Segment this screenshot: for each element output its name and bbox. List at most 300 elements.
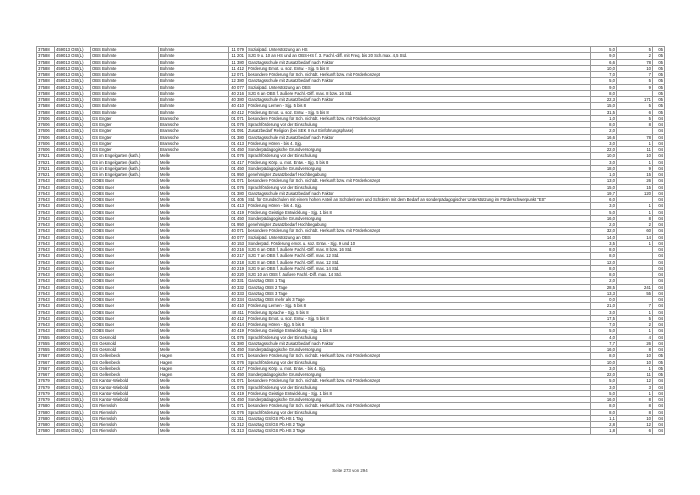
cell-municipality: Bramsche — [159, 115, 229, 121]
cell-school-number: 37588 — [37, 72, 55, 78]
cell-district-code: 459024 OSt(L) — [55, 378, 91, 384]
cell-count: 1 — [617, 309, 653, 315]
cell-district-code: 459013 OSt(L) — [55, 103, 91, 109]
cell-count: 8 — [617, 215, 653, 221]
cell-municipality: Melle — [159, 390, 229, 396]
cell-measure-description: Sprachförderung vor der Einschulung — [247, 409, 591, 415]
cell-school-name: OBS Bohmte — [91, 65, 159, 71]
cell-municipality: Melle — [159, 184, 229, 190]
cell-municipality: Hagen — [159, 372, 229, 378]
cell-municipality: Melle — [159, 290, 229, 296]
cell-school-name: OBS Bohmte — [91, 97, 159, 103]
cell-measure-code: 40 218 — [229, 259, 247, 265]
cell-measure-description: Ganztagsschule mit Zusatzbedarf nach Faktor — [247, 78, 591, 84]
cell-measure-description: Sonderpädagogische Grundversorgung — [247, 165, 591, 171]
cell-measure-code: 01 950 — [229, 222, 247, 228]
cell-district-code: 459014 OSt(L) — [55, 115, 91, 121]
cell-hours: 5,0 — [591, 47, 617, 53]
cell-hours: 10,0 — [591, 153, 617, 159]
cell-region: 04 — [653, 190, 665, 196]
cell-hours: 15,0 — [591, 184, 617, 190]
cell-municipality: Bohmte — [159, 47, 229, 53]
cell-region: 04 — [653, 197, 665, 203]
cell-hours: 1,0 — [591, 115, 617, 121]
cell-measure-code: 40 216 — [229, 247, 247, 253]
cell-measure-code: 12 380 — [229, 78, 247, 84]
cell-district-code: 459013 OSt(L) — [55, 72, 91, 78]
cell-school-name: OBS Bohmte — [91, 72, 159, 78]
cell-school-number: 37680 — [37, 422, 55, 428]
cell-measure-description: Förderung Emot. u. soz. Entw. - Sjg. 5 bis 8 — [247, 65, 591, 71]
cell-hours: 4,0 — [591, 334, 617, 340]
cell-hours: 3,0 — [591, 140, 617, 146]
cell-hours: 2,8 — [591, 422, 617, 428]
cell-municipality: Melle — [159, 272, 229, 278]
cell-school-name: OBS Bohmte — [91, 103, 159, 109]
cell-measure-code: 01 076 — [229, 409, 247, 415]
cell-school-name: GS im Engelgarten (kath.) — [91, 172, 159, 178]
cell-school-number: 37606 — [37, 115, 55, 121]
cell-count: 8 — [617, 403, 653, 409]
cell-district-code: 459014 OSt(L) — [55, 128, 91, 134]
cell-hours: 2,0 — [591, 222, 617, 228]
cell-measure-description: Förderung Hören - bis 4. Sjg. — [247, 203, 591, 209]
cell-measure-description: Ganztag OBS 2 Tage — [247, 284, 591, 290]
cell-region: 04 — [653, 409, 665, 415]
cell-region: 05 — [653, 103, 665, 109]
cell-measure-code: 40 333 — [229, 290, 247, 296]
cell-school-name: GS Kantor-Wiebold — [91, 378, 159, 384]
cell-measure-code: 01 091 — [229, 128, 247, 134]
cell-municipality: Melle — [159, 309, 229, 315]
cell-count: 26 — [617, 178, 653, 184]
cell-measure-description: Sonderpädagogische Grundversorgung — [247, 347, 591, 353]
cell-school-number: 37588 — [37, 84, 55, 90]
cell-school-number: 37643 — [37, 303, 55, 309]
cell-district-code: 459024 OSt(L) — [55, 390, 91, 396]
cell-district-code: 459013 OSt(L) — [55, 109, 91, 115]
cell-measure-description: Sprachförderung vor der Einschulung — [247, 184, 591, 190]
cell-school-number: 37643 — [37, 265, 55, 271]
cell-hours: 12,0 — [591, 259, 617, 265]
cell-region: 04 — [653, 259, 665, 265]
cell-measure-description: SJG 6 an OBS f. äußere Fachl.-Diff. max. 8 bzw. 16 Std. — [247, 247, 591, 253]
cell-measure-code: 01 450 — [229, 397, 247, 403]
cell-hours: 9,0 — [591, 84, 617, 90]
cell-school-number: 37667 — [37, 353, 55, 359]
cell-hours: 8,0 — [591, 247, 617, 253]
cell-school-number: 37643 — [37, 215, 55, 221]
cell-hours: 5,0 — [591, 378, 617, 384]
cell-district-code: 459014 OSt(L) — [55, 140, 91, 146]
cell-school-name: GS Gellenbeck — [91, 359, 159, 365]
cell-school-name: GS Riemsloh — [91, 409, 159, 415]
cell-region: 05 — [653, 90, 665, 96]
cell-measure-description: Sonderpädagogische Grundversorgung — [247, 147, 591, 153]
cell-municipality: Melle — [159, 240, 229, 246]
cell-measure-description: genehmigter Zusatzbedarf Hochbegabung — [247, 172, 591, 178]
cell-municipality: Bohmte — [159, 90, 229, 96]
cell-measure-code: 01 417 — [229, 159, 247, 165]
cell-measure-code: 01 311 — [229, 415, 247, 421]
cell-school-name: GOBS Buer — [91, 228, 159, 234]
cell-measure-code: 01 450 — [229, 372, 247, 378]
cell-measure-description: Zusatzbedarf Religion (bei SEK II nur Einführungsphase) — [247, 128, 591, 134]
cell-school-name: GOBS Buer — [91, 290, 159, 296]
cell-measure-description: Sonderpädagogische Grundversorgung — [247, 215, 591, 221]
cell-municipality: Melle — [159, 422, 229, 428]
cell-municipality: Melle — [159, 209, 229, 215]
cell-region: 04 — [653, 240, 665, 246]
cell-measure-code: 01 076 — [229, 184, 247, 190]
cell-measure-code: 01 071 — [229, 378, 247, 384]
cell-municipality: Melle — [159, 222, 229, 228]
cell-district-code: 459024 OSt(L) — [55, 178, 91, 184]
cell-school-number: 37588 — [37, 47, 55, 53]
cell-district-code: 459014 OSt(L) — [55, 134, 91, 140]
cell-district-code: 459024 OSt(L) — [55, 297, 91, 303]
cell-count: 9 — [617, 84, 653, 90]
cell-count: 15 — [617, 172, 653, 178]
cell-region: 04 — [653, 397, 665, 403]
cell-measure-description: Ganztag OBS 3 Tage — [247, 290, 591, 296]
cell-count: 60 — [617, 228, 653, 234]
cell-measure-code: 01 413 — [229, 203, 247, 209]
cell-measure-description: Sprachförderung vor der Einschulung — [247, 359, 591, 365]
cell-hours: 18,0 — [591, 165, 617, 171]
cell-region: 04 — [653, 334, 665, 340]
cell-district-code: 459013 OSt(L) — [55, 78, 91, 84]
cell-school-number: 37621 — [37, 165, 55, 171]
cell-measure-code: 01 380 — [229, 190, 247, 196]
cell-municipality: Bramsche — [159, 122, 229, 128]
cell-measure-description: Ganztagsschule mit Zusatzbedarf nach Faktor — [247, 97, 591, 103]
cell-region: 04 — [653, 165, 665, 171]
cell-school-name: GS Engter — [91, 140, 159, 146]
cell-measure-code: 01 450 — [229, 215, 247, 221]
cell-measure-code: 40 220 — [229, 272, 247, 278]
cell-school-name: GOBS Buer — [91, 309, 159, 315]
cell-school-name: GOBS Buer — [91, 303, 159, 309]
cell-measure-code: 01 071 — [229, 115, 247, 121]
cell-municipality: Melle — [159, 172, 229, 178]
cell-hours: 3,0 — [591, 365, 617, 371]
cell-school-name: GS Engter — [91, 128, 159, 134]
cell-measure-description: Sonderpädagogische Grundversorgung — [247, 372, 591, 378]
table-body — [37, 47, 665, 435]
cell-measure-code: 40 334 — [229, 297, 247, 303]
cell-region: 04 — [653, 390, 665, 396]
cell-school-number: 37643 — [37, 259, 55, 265]
cell-municipality: Bramsche — [159, 128, 229, 134]
cell-measure-description: Sonderpäd. Förderung emot. u. soz. Entw. - Sjg. 9 und 10 — [247, 240, 591, 246]
cell-district-code: 459026 OSt(L) — [55, 159, 91, 165]
allocation-table — [36, 46, 665, 435]
cell-measure-description: Ganztagsschule mit Zusatzbedarf nach Faktor — [247, 340, 591, 346]
cell-measure-description: Förderung Geistige Entwicklung - Sjg. 1 bis 8 — [247, 209, 591, 215]
cell-hours: 8,0 — [591, 122, 617, 128]
cell-region: 04 — [653, 115, 665, 121]
cell-region: 04 — [653, 265, 665, 271]
cell-district-code: 459024 OSt(L) — [55, 403, 91, 409]
cell-count: 8 — [617, 397, 653, 403]
cell-school-number: 37588 — [37, 109, 55, 115]
cell-school-number: 37621 — [37, 172, 55, 178]
cell-school-name: GS Gesmold — [91, 340, 159, 346]
cell-hours: 5,0 — [591, 390, 617, 396]
cell-district-code: 459004 OSt(L) — [55, 347, 91, 353]
cell-municipality: Melle — [159, 190, 229, 196]
cell-region: 04 — [653, 272, 665, 278]
cell-school-name: GS Kantor-Wiebold — [91, 390, 159, 396]
cell-measure-description: Förderung Körp. u. mot. Entw. - Sjg. 5 bis 8 — [247, 159, 591, 165]
cell-measure-description: Sprachförderung vor der Einschulung — [247, 153, 591, 159]
cell-count: 1 — [617, 240, 653, 246]
cell-region: 05 — [653, 97, 665, 103]
cell-municipality: Bohmte — [159, 109, 229, 115]
cell-municipality: Bohmte — [159, 97, 229, 103]
cell-measure-code: 01 076 — [229, 359, 247, 365]
cell-measure-description: besondere Förderung für Sch. nichtdt. Herkunft bzw. mit Förderkonzept — [247, 178, 591, 184]
cell-district-code: 459014 OSt(L) — [55, 122, 91, 128]
cell-count: 1 — [617, 365, 653, 371]
cell-district-code: 459020 OSt(L) — [55, 359, 91, 365]
cell-district-code: 459014 OSt(L) — [55, 147, 91, 153]
cell-count: 5 — [617, 47, 653, 53]
cell-school-name: GOBS Buer — [91, 234, 159, 240]
cell-measure-description: Förderung Hören - Sjg. 5 bis 8 — [247, 322, 591, 328]
cell-measure-code: 01 419 — [229, 390, 247, 396]
cell-measure-description: genehmigter Zusatzbedarf Hochbegabung — [247, 222, 591, 228]
cell-hours: 31,5 — [591, 109, 617, 115]
cell-hours: 32,0 — [591, 228, 617, 234]
cell-measure-description: besondere Förderung für Sch. nichtdt. Herkunft bzw. mit Förderkonzept — [247, 72, 591, 78]
cell-count: 55 — [617, 290, 653, 296]
cell-hours: 16,6 — [591, 134, 617, 140]
cell-count: 8 — [617, 347, 653, 353]
cell-measure-code: 40 216 — [229, 90, 247, 96]
cell-region: 04 — [653, 428, 665, 434]
cell-school-name: GS Kantor-Wiebold — [91, 384, 159, 390]
cell-school-name: GOBS Buer — [91, 315, 159, 321]
cell-count: 3 — [617, 384, 653, 390]
cell-hours: 8,0 — [591, 409, 617, 415]
cell-municipality: Melle — [159, 284, 229, 290]
cell-school-name: OBS Bohmte — [91, 59, 159, 65]
cell-count: 1 — [617, 203, 653, 209]
cell-measure-description: Sozialpäd. Unterstützung an OBS — [247, 84, 591, 90]
cell-region: 05 — [653, 365, 665, 371]
cell-measure-description: SJG 8 an OBS f. äußere Fachl.-Diff. max. 12 Std. — [247, 259, 591, 265]
cell-count: 5 — [617, 78, 653, 84]
cell-district-code: 459024 OSt(L) — [55, 265, 91, 271]
cell-hours: 3,0 — [591, 309, 617, 315]
cell-municipality: Melle — [159, 409, 229, 415]
cell-school-number: 37643 — [37, 203, 55, 209]
cell-district-code: 459024 OSt(L) — [55, 415, 91, 421]
cell-measure-description: Förderung Hören - bis 4. Sjg. — [247, 140, 591, 146]
cell-school-name: GS Kantor-Wiebold — [91, 397, 159, 403]
cell-measure-description: Ganztagsschule mit Zusatzbedarf nach Faktor — [247, 190, 591, 196]
cell-hours: 0,0 — [591, 297, 617, 303]
cell-school-name: OBS Bohmte — [91, 53, 159, 59]
cell-district-code: 459004 OSt(L) — [55, 334, 91, 340]
cell-district-code: 459013 OSt(L) — [55, 47, 91, 53]
cell-hours: 3,0 — [591, 384, 617, 390]
cell-school-number: 37588 — [37, 103, 55, 109]
cell-count: 1 — [617, 140, 653, 146]
cell-measure-code: 40 419 — [229, 328, 247, 334]
cell-municipality: Melle — [159, 428, 229, 434]
cell-measure-code: 40 414 — [229, 322, 247, 328]
cell-school-name: OBS Bohmte — [91, 84, 159, 90]
cell-measure-code: 40 412 — [229, 315, 247, 321]
cell-hours: 10,0 — [591, 359, 617, 365]
cell-measure-description: Sprachförderung vor der Einschulung — [247, 122, 591, 128]
cell-measure-description: Ganztagsschule mit Zusatzbedarf nach Faktor — [247, 59, 591, 65]
cell-school-number: 37643 — [37, 315, 55, 321]
cell-school-name: GOBS Buer — [91, 297, 159, 303]
cell-district-code: 459024 OSt(L) — [55, 272, 91, 278]
cell-district-code: 459024 OSt(L) — [55, 309, 91, 315]
cell-measure-description: Ganztag GS/GS Pb.HS 1 Tag — [247, 415, 591, 421]
cell-hours: 22,0 — [591, 372, 617, 378]
cell-district-code: 459024 OSt(L) — [55, 409, 91, 415]
cell-school-number: 37643 — [37, 234, 55, 240]
cell-count: 2 — [617, 322, 653, 328]
cell-hours: 8,0 — [591, 253, 617, 259]
cell-district-code: 459024 OSt(L) — [55, 228, 91, 234]
cell-district-code: 459024 OSt(L) — [55, 322, 91, 328]
cell-count: 120 — [617, 190, 653, 196]
cell-municipality: Melle — [159, 259, 229, 265]
cell-school-number: 37643 — [37, 228, 55, 234]
cell-measure-code: 40 331 — [229, 278, 247, 284]
cell-measure-code: 12 071 — [229, 72, 247, 78]
cell-district-code: 459024 OSt(L) — [55, 303, 91, 309]
cell-school-number: 37643 — [37, 290, 55, 296]
cell-measure-code: 40 217 — [229, 253, 247, 259]
cell-district-code: 459024 OSt(L) — [55, 222, 91, 228]
cell-municipality: Melle — [159, 153, 229, 159]
cell-school-name: GS Engter — [91, 115, 159, 121]
cell-hours: 22,3 — [591, 97, 617, 103]
cell-municipality: Melle — [159, 384, 229, 390]
cell-municipality: Bohmte — [159, 72, 229, 78]
cell-measure-description: Förderung Lernen - Sjg. 5 bis 8 — [247, 303, 591, 309]
cell-school-number: 37643 — [37, 247, 55, 253]
cell-region: 04 — [653, 309, 665, 315]
cell-school-number: 37679 — [37, 390, 55, 396]
cell-school-number: 37667 — [37, 365, 55, 371]
cell-district-code: 459020 OSt(L) — [55, 365, 91, 371]
cell-measure-code: 40 380 — [229, 97, 247, 103]
cell-hours: 8,0 — [591, 90, 617, 96]
cell-municipality: Bohmte — [159, 59, 229, 65]
cell-hours: 8,0 — [591, 272, 617, 278]
cell-hours: 7,0 — [591, 322, 617, 328]
cell-school-number: 37679 — [37, 384, 55, 390]
cell-measure-description: Sozialpäd. Unterstützung an HS — [247, 47, 591, 53]
cell-measure-code: 01 071 — [229, 403, 247, 409]
cell-school-number: 37679 — [37, 397, 55, 403]
cell-school-name: GOBS Buer — [91, 322, 159, 328]
cell-district-code: 459024 OSt(L) — [55, 184, 91, 190]
cell-municipality: Bohmte — [159, 103, 229, 109]
cell-district-code: 459024 OSt(L) — [55, 203, 91, 209]
cell-municipality: Melle — [159, 334, 229, 340]
cell-hours: 2,0 — [591, 128, 617, 134]
cell-measure-description: besondere Förderung für Sch. nichtdt. Herkunft bzw. mit Förderkonzept — [247, 353, 591, 359]
page-footer: Seite 273 von 294 — [332, 468, 368, 473]
cell-hours: 10,0 — [591, 65, 617, 71]
cell-school-number: 37643 — [37, 278, 55, 284]
cell-school-number: 37606 — [37, 134, 55, 140]
cell-measure-description: SJG 7 an OBS f. äußere Fachl.-Diff. max. 12 Std. — [247, 253, 591, 259]
cell-school-name: GOBS Buer — [91, 203, 159, 209]
cell-region: 04 — [653, 290, 665, 296]
cell-region: 05 — [653, 353, 665, 359]
cell-school-name: GS Gesmold — [91, 334, 159, 340]
cell-school-name: GOBS Buer — [91, 178, 159, 184]
cell-count: 1 — [617, 209, 653, 215]
cell-count: 1 — [617, 390, 653, 396]
cell-region: 04 — [653, 322, 665, 328]
cell-count: 6 — [617, 428, 653, 434]
cell-municipality: Melle — [159, 265, 229, 271]
cell-hours: 21,0 — [591, 303, 617, 309]
cell-hours: 6,6 — [591, 59, 617, 65]
cell-hours: 5,0 — [591, 78, 617, 84]
cell-region: 04 — [653, 122, 665, 128]
cell-measure-code: 11 079 — [229, 47, 247, 53]
cell-school-name: GS Riemsloh — [91, 415, 159, 421]
cell-hours: 16,0 — [591, 347, 617, 353]
cell-district-code: 459024 OSt(L) — [55, 209, 91, 215]
cell-school-number: 37680 — [37, 428, 55, 434]
cell-school-number: 37679 — [37, 378, 55, 384]
cell-district-code: 459024 OSt(L) — [55, 197, 91, 203]
cell-measure-description: Ganztag GS/GS Pb.HS 3 Tage — [247, 428, 591, 434]
cell-count: 7 — [617, 72, 653, 78]
cell-count: 9 — [617, 165, 653, 171]
cell-measure-description: Ganztag GS/GS Pb.HS 2 Tage — [247, 422, 591, 428]
cell-school-name: GS Riemsloh — [91, 403, 159, 409]
cell-municipality: Bohmte — [159, 78, 229, 84]
cell-district-code: 459026 OSt(L) — [55, 153, 91, 159]
cell-region: 04 — [653, 303, 665, 309]
cell-district-code: 459004 OSt(L) — [55, 340, 91, 346]
cell-region: 04 — [653, 134, 665, 140]
cell-school-number: 37643 — [37, 272, 55, 278]
cell-measure-code: 01 450 — [229, 165, 247, 171]
cell-school-name: GOBS Buer — [91, 253, 159, 259]
cell-municipality: Melle — [159, 197, 229, 203]
cell-count: 1 — [617, 159, 653, 165]
cell-region: 04 — [653, 222, 665, 228]
cell-measure-code: 01 380 — [229, 340, 247, 346]
cell-district-code: 459024 OSt(L) — [55, 234, 91, 240]
cell-hours: 28,5 — [591, 284, 617, 290]
cell-count: 10 — [617, 153, 653, 159]
cell-count: 10 — [617, 415, 653, 421]
cell-municipality: Melle — [159, 228, 229, 234]
cell-hours: 1,8 — [591, 428, 617, 434]
cell-hours: 2,0 — [591, 278, 617, 284]
cell-school-number: 37643 — [37, 309, 55, 315]
cell-measure-code: 40 410 — [229, 303, 247, 309]
cell-municipality: Melle — [159, 303, 229, 309]
